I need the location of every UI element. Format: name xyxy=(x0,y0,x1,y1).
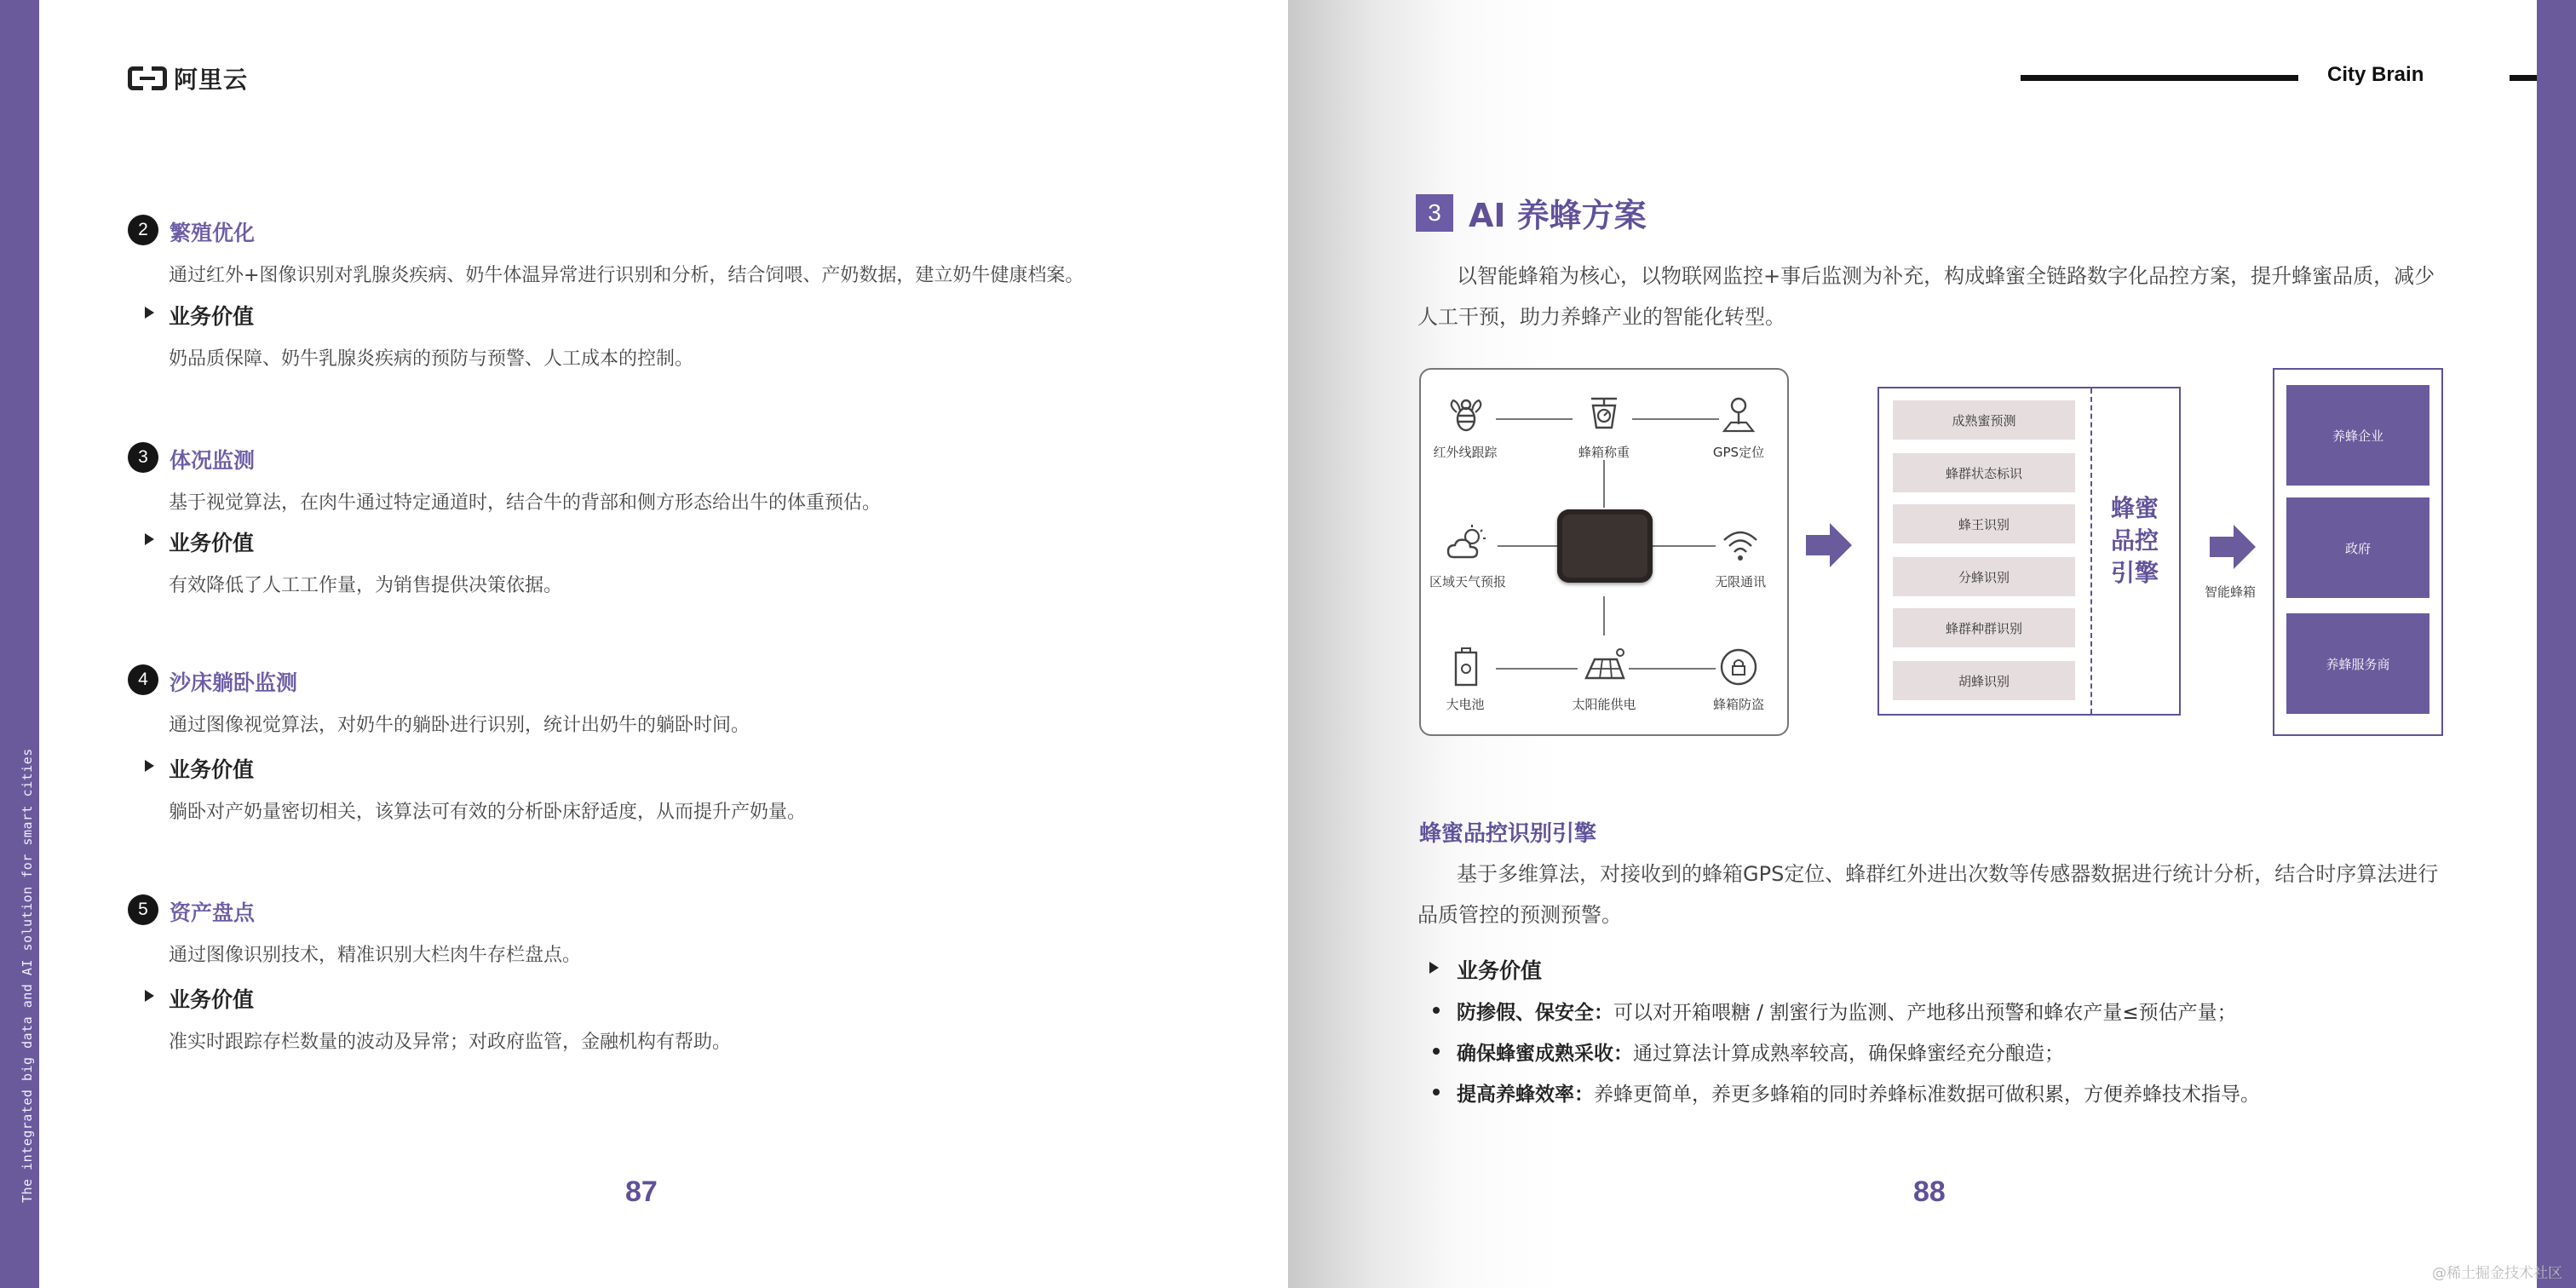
header-title: City Brain xyxy=(2327,63,2424,86)
side-tagline: The integrated big data and AI solution for smart cities xyxy=(20,748,35,1203)
triangle-bullet-icon xyxy=(145,307,154,319)
engine-heading: 蜂蜜品控识别引擎 xyxy=(1419,821,1597,847)
node-label-weather: 区域天气预报 xyxy=(1429,574,1506,589)
connector-line xyxy=(1647,545,1716,547)
scale-icon xyxy=(1583,394,1625,436)
wireless-icon xyxy=(1719,523,1762,566)
bullet-text: 可以对开箱喂糖 / 割蜜行为监测、产地移出预警和蜂农产量≤预估产量； xyxy=(1613,1002,2237,1024)
bee-icon xyxy=(1445,394,1487,436)
smart-beehive-device-image xyxy=(1557,509,1653,583)
business-value-text: 有效降低了人工工作量，为销售提供决策依据。 xyxy=(169,575,563,596)
node-label-weight: 蜂箱称重 xyxy=(1578,445,1630,460)
section-description: 基于视觉算法，在肉牛通过特定通道时，结合牛的背部和侧方形态给出牛的体重预估。 xyxy=(169,492,882,514)
business-value-label: 业务价值 xyxy=(169,304,255,329)
bullet-dot-icon xyxy=(1433,1007,1440,1014)
arrow-right-icon xyxy=(1804,521,1854,569)
section-number: 3 xyxy=(128,442,158,473)
right-side-strip xyxy=(2537,0,2576,1288)
engine-item: 蜂王识别 xyxy=(1893,504,2075,543)
connector-line xyxy=(1629,668,1716,670)
bullet-text: 养蜂更简单，养更多蜂箱的同时养蜂标准数据可做积累，方便养蜂技术指导。 xyxy=(1594,1084,2260,1106)
engine-item: 胡蜂识别 xyxy=(1893,661,2075,700)
node-label-gps: GPS定位 xyxy=(1712,445,1765,460)
aliyun-logo xyxy=(128,61,248,95)
location-pin-icon xyxy=(1717,394,1760,436)
stakeholder-item: 政府 xyxy=(2286,497,2429,598)
engine-paragraph-line2: 品质管控的预测预警。 xyxy=(1417,903,1622,927)
section-title: 沙床躺卧监测 xyxy=(170,670,298,695)
connector-line xyxy=(1496,418,1573,420)
node-label-solar: 太阳能供电 xyxy=(1572,697,1636,712)
connector-line xyxy=(1498,545,1566,547)
aliyun-logo-icon xyxy=(128,66,167,90)
bullet-dot-icon xyxy=(1433,1048,1440,1055)
business-value-label: 业务价值 xyxy=(169,987,255,1012)
section-number: 5 xyxy=(128,894,158,925)
triangle-bullet-icon xyxy=(145,533,154,545)
business-value-label: 业务价值 xyxy=(169,757,255,782)
bullet-bold: 防掺假、保安全： xyxy=(1457,1002,1613,1024)
business-value-text: 奶品质保障、奶牛乳腺炎疾病的预防与预警、人工成本的控制。 xyxy=(169,348,694,370)
connector-line xyxy=(1603,596,1605,635)
section-description: 通过图像识别技术，精准识别大栏肉牛存栏盘点。 xyxy=(169,945,582,966)
connector-line xyxy=(1603,460,1605,508)
bullet-item xyxy=(1457,1038,2064,1066)
arrow-label: 智能蜂箱 xyxy=(2204,584,2256,600)
left-page xyxy=(39,0,1288,1288)
engine-title-line: 品控 xyxy=(2110,526,2159,555)
dashed-divider xyxy=(2090,388,2092,714)
engine-title-line: 蜂蜜 xyxy=(2110,494,2159,522)
engine-title-line: 引擎 xyxy=(2110,559,2159,587)
bullet-item xyxy=(1457,1078,2260,1107)
engine-title xyxy=(2104,492,2165,589)
arrow-right-icon xyxy=(2208,523,2257,571)
stakeholder-item: 养蜂服务商 xyxy=(2286,613,2429,714)
triangle-bullet-icon xyxy=(1429,962,1439,974)
page-number-right: 88 xyxy=(1913,1176,1946,1208)
header-rule-left xyxy=(2021,75,2298,81)
node-label-infrared: 红外线跟踪 xyxy=(1433,445,1498,460)
page-number-left: 87 xyxy=(625,1176,658,1208)
section-number: 2 xyxy=(128,215,158,245)
section-number: 4 xyxy=(128,664,158,695)
bullet-dot-icon xyxy=(1433,1089,1440,1095)
header-rule-right xyxy=(2510,75,2537,81)
triangle-bullet-icon xyxy=(145,760,154,772)
section-title: AI 养蜂方案 xyxy=(1469,197,1647,234)
watermark: @稀土掘金技术社区 xyxy=(2432,1265,2562,1282)
engine-item: 成熟蜜预测 xyxy=(1893,400,2075,440)
intro-paragraph-line1: 以智能蜂箱为核心，以物联网监控+事后监测为补充，构成蜂蜜全链路数字化品控方案，提升蜂蜜品质，减少 xyxy=(1457,264,2435,288)
triangle-bullet-icon xyxy=(145,990,154,1002)
section-title: 体况监测 xyxy=(170,448,256,473)
intro-paragraph-line2: 人工干预，助力养蜂产业的智能化转型。 xyxy=(1417,305,1785,329)
node-label-antitheft: 蜂箱防盗 xyxy=(1712,697,1764,712)
business-value-text: 躺卧对产奶量密切相关，该算法可有效的分析卧床舒适度，从而提升产奶量。 xyxy=(169,802,807,823)
node-label-battery: 大电池 xyxy=(1446,697,1485,712)
business-value-label: 业务价值 xyxy=(169,531,255,555)
section-title: 资产盘点 xyxy=(170,900,256,925)
connector-line xyxy=(1632,418,1719,420)
engine-item: 蜂群种群识别 xyxy=(1893,608,2075,647)
business-value-label: 业务价值 xyxy=(1457,958,1543,983)
section-number: 3 xyxy=(1416,194,1453,232)
bullet-item xyxy=(1457,997,2237,1025)
bullet-bold: 提高养蜂效率： xyxy=(1457,1084,1594,1106)
engine-paragraph-line1: 基于多维算法，对接收到的蜂箱GPS定位、蜂群红外进出次数等传感器数据进行统计分析，结合时序算法进行 xyxy=(1457,862,2439,886)
stakeholder-item: 养蜂企业 xyxy=(2286,385,2429,486)
logo-text: 阿里云 xyxy=(174,66,249,94)
battery-icon xyxy=(1445,646,1487,688)
section-description: 通过图像视觉算法，对奶牛的躺卧进行识别，统计出奶牛的躺卧时间。 xyxy=(169,715,750,736)
engine-item: 分蜂识别 xyxy=(1893,557,2075,596)
section-description: 通过红外+图像识别对乳腺炎疾病、奶牛体温异常进行识别和分析，结合饲喂、产奶数据，建立奶牛健康档案。 xyxy=(169,265,1084,286)
business-value-text: 准实时跟踪存栏数量的波动及异常；对政府监管，金融机构有帮助。 xyxy=(169,1032,732,1053)
connector-line xyxy=(1496,668,1578,670)
lock-icon xyxy=(1717,646,1760,688)
section-title: 繁殖优化 xyxy=(170,221,256,245)
node-label-wireless: 无限通讯 xyxy=(1714,574,1766,589)
weather-icon xyxy=(1445,523,1491,566)
solar-panel-icon xyxy=(1581,646,1629,688)
engine-item: 蜂群状态标识 xyxy=(1893,453,2075,492)
bullet-bold: 确保蜂蜜成熟采收： xyxy=(1457,1043,1633,1065)
bullet-text: 通过算法计算成熟率较高，确保蜂蜜经充分酿造； xyxy=(1633,1043,2064,1065)
